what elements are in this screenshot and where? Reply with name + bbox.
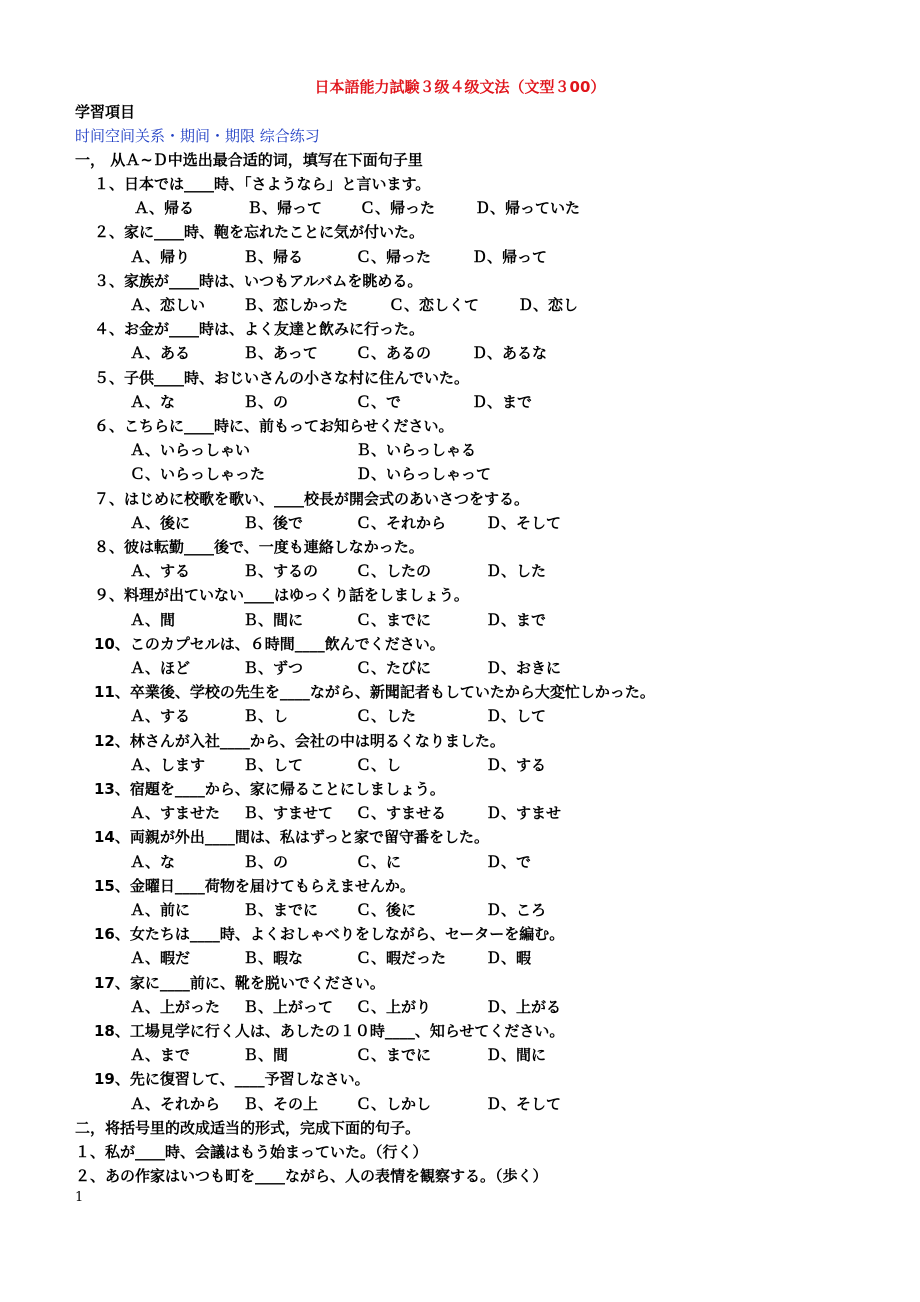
document-title: 日本語能力試験３级４级文法（文型３00） [314,78,606,96]
answer-option: Ｂ、後で [243,513,304,532]
question-text: ４、お金が____時は、よく友達と飲みに行った。 [94,320,425,339]
answer-option: Ｂ、恋しかった [243,296,349,314]
answer-option: Ｂ、帰って [247,199,323,218]
answer-option: Ａ、すませた [130,804,221,823]
answer-option: Ｄ、帰っていた [475,199,581,218]
answer-option: Ｄ、した [486,562,547,581]
answer-option: Ｂ、ずつ [243,659,304,677]
answer-option: Ｄ、そして [486,1094,562,1113]
answer-option: Ｂ、し [243,707,289,726]
answer-option: Ｂ、の [243,392,289,411]
question-text: 14、両親が外出____間は、私はずっと家で留守番をした。 [94,828,489,847]
section-2-item: ２、あの作家はいつも町を____ながら、人の表情を観察する。（歩く） [75,1167,548,1186]
question-text: １、日本では____時、「さようなら」と言います。 [94,175,431,193]
question-text: 10、このカプセルは、６時間____飲んでください。 [94,634,445,653]
answer-option: Ｃ、それから [356,513,447,532]
answer-option: Ｄ、すませ [486,804,562,823]
answer-option: Ｃ、すませる [356,804,447,823]
answer-option: Ｃ、までに [356,1046,432,1065]
answer-option: Ａ、ある [130,344,191,363]
answer-option: Ｄ、おきに [486,659,562,677]
question-text: 12、林さんが入社____から、会社の中は明るくなりました。 [94,731,505,750]
section-2-item: １、私が____時、会議はもう始まっていた。（行く） [75,1143,428,1161]
answer-option: Ｂ、して [243,755,304,774]
answer-option: Ｂ、の [243,852,289,871]
answer-option: Ｂ、間に [243,610,304,629]
answer-option: Ｂ、するの [243,562,319,581]
answer-option: Ａ、ほど [130,659,191,677]
question-text: ７、はじめに校歌を歌い、____校長が開会式のあいさつをする。 [94,489,530,508]
answer-option: Ａ、な [130,852,176,871]
answer-option: Ｄ、ころ [486,901,547,919]
answer-option: Ｂ、あって [243,344,318,363]
answer-option: Ｂ、上がって [243,997,334,1016]
answer-option: Ｂ、すませて [243,804,334,823]
answer-option: Ａ、帰る [134,199,195,218]
answer-option: Ｃ、たびに [356,659,432,677]
question-text: 18、工場見学に行く人は、あしたの１０時____、知らせてください。 [94,1022,565,1040]
answer-option: Ａ、恋しい [130,296,206,314]
answer-option: Ｄ、暇 [486,949,532,968]
answer-option: Ａ、間 [130,610,176,629]
question-text: ６、こちらに____時に、前もってお知らせください。 [94,417,454,435]
answer-option: Ａ、帰り [130,247,191,266]
answer-option: Ｄ、で [486,852,532,871]
answer-option: Ｄ、帰って [472,247,548,266]
answer-option: Ａ、まで [130,1046,191,1065]
answer-option: Ａ、します [130,755,206,774]
answer-option: Ｄ、いらっしゃって [356,465,492,484]
answer-option: Ａ、暇だ [130,949,191,968]
question-text: ９、料理が出ていない____はゆっくり話をしましょう。 [94,586,469,605]
section-1-instruction: 一， 从Ａ~Ｄ中选出最合适的词，填写在下面句子里 [75,151,423,169]
answer-option: Ａ、な [130,392,176,411]
answer-option: Ｃ、しかし [356,1094,432,1113]
answer-option: Ｄ、そして [486,513,562,532]
answer-option: Ａ、上がった [130,997,221,1016]
answer-option: Ａ、それから [130,1094,221,1113]
answer-option: Ｃ、暇だった [356,949,447,968]
answer-option: Ｃ、上がり [356,997,432,1016]
answer-option: Ａ、する [130,562,191,581]
question-text: ３、家族が____時は、いつもアルバムを眺める。 [94,271,423,290]
question-text: 17、家に____前に、靴を脱いでください。 [94,973,385,992]
answer-option: Ｄ、する [486,755,547,774]
answer-option: Ａ、する [130,707,191,726]
question-text: ５、子供____時、おじいさんの小さな村に住んでいた。 [94,368,470,387]
answer-option: Ｂ、帰る [243,247,304,266]
answer-option: Ｃ、帰った [356,247,432,266]
answer-option: Ｂ、間 [243,1046,289,1065]
question-text: 15、金曜日____荷物を届けてもらえませんか。 [94,876,415,895]
answer-option: Ｃ、あるの [356,344,432,363]
answer-option: Ｄ、間に [486,1046,547,1065]
answer-option: Ｄ、上がる [486,997,562,1016]
answer-option: Ｃ、で [356,392,402,411]
answer-option: Ｃ、恋しくて [389,296,480,314]
answer-option: Ｄ、あるな [472,344,548,363]
answer-option: Ａ、後に [130,513,191,532]
answer-option: Ｃ、いらっしゃった [130,465,266,484]
answer-option: Ｂ、暇な [243,949,304,968]
answer-option: Ｂ、いらっしゃる [356,441,477,460]
answer-option: Ａ、前に [130,901,191,919]
page-number: 1 [75,1190,84,1205]
answer-option: Ｃ、までに [356,610,432,629]
answer-option: Ｃ、したの [356,562,432,581]
answer-option: Ｃ、帰った [360,199,436,218]
question-text: 11、卒業後、学校の先生を____ながら、新聞記者もしていたから大変忙しかった。 [94,683,655,702]
question-text: 13、宿題を____から、家に帰ることにしましょう。 [94,780,445,798]
subheading-practice: 时间空间关系・期间・期限 综合练习 [75,127,320,145]
heading-study-items: 学習項目 [75,103,136,121]
answer-option: Ｄ、恋し [518,296,579,314]
answer-option: Ｄ、まで [472,392,533,411]
question-text: 19、先に復習して、____予習しなさい。 [94,1070,370,1089]
answer-option: Ｂ、までに [243,901,319,919]
question-text: ８、彼は転勤____後で、一度も連絡しなかった。 [94,538,424,556]
answer-option: Ａ、いらっしゃい [130,441,251,460]
answer-option: Ｄ、して [486,707,547,726]
answer-option: Ｃ、後に [356,901,417,919]
answer-option: Ｄ、まで [486,610,547,629]
answer-option: Ｃ、した [356,707,417,726]
answer-option: Ｃ、し [356,755,402,774]
question-text: 16、女たちは____時、よくおしゃべりをしながら、セーターを編む。 [94,925,565,944]
section-2-instruction: 二，将括号里的改成适当的形式，完成下面的句子。 [75,1118,421,1137]
answer-option: Ｂ、その上 [243,1094,319,1113]
answer-option: Ｃ、に [356,852,402,871]
question-text: ２、家に____時、鞄を忘れたことに気が付いた。 [94,223,425,242]
